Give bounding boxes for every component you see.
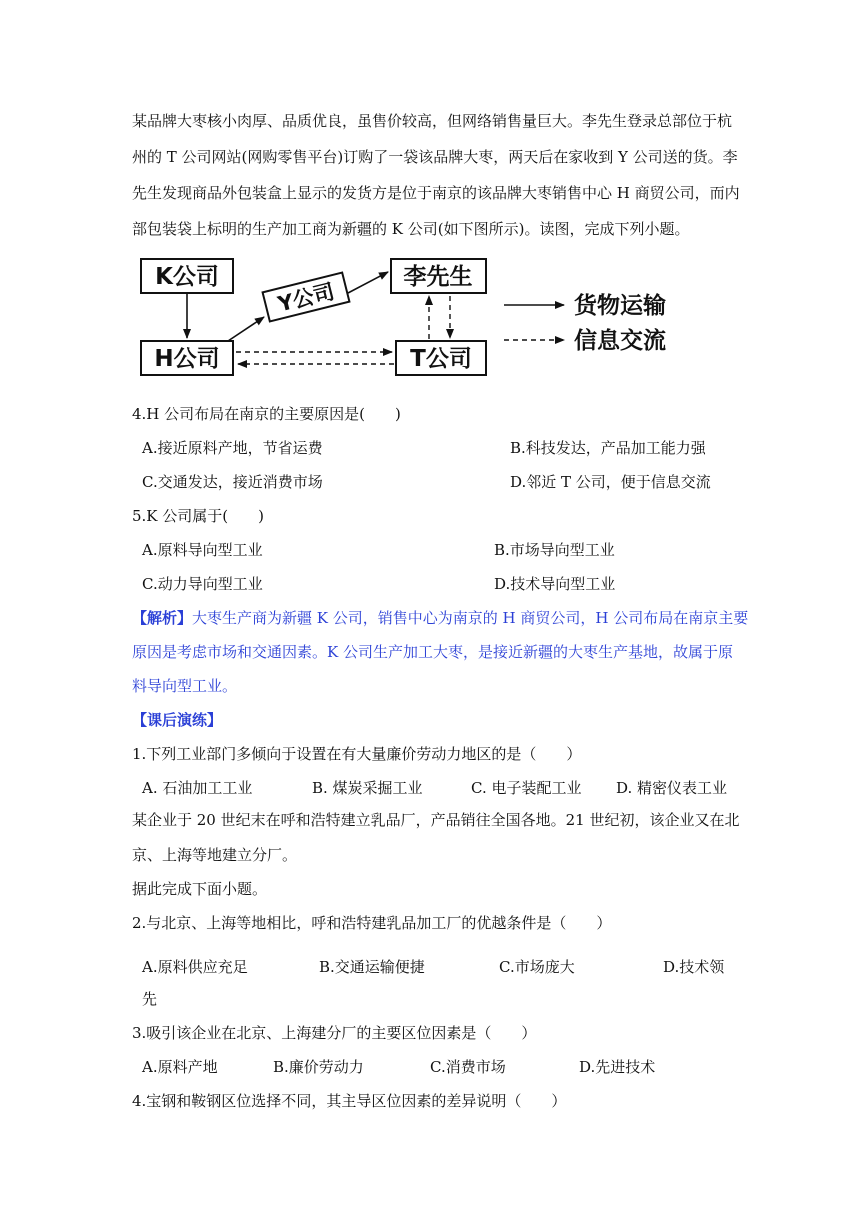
practice-q3-option-d: D.先进技术 [579, 1058, 656, 1076]
practice-q1-option-c: C. 电子装配工业 [471, 779, 582, 797]
practice-q2-option-a: A.原料供应充足 [142, 958, 248, 976]
practice-q3-option-a: A.原料产地 [142, 1058, 218, 1076]
k-company-label: K公司 [155, 264, 219, 290]
material-line-1: 某企业于 20 世纪末在呼和浩特建立乳品厂，产品销往全国各地。21 世纪初，该企业又在北 [132, 811, 740, 829]
q5-option-c: C.动力导向型工业 [142, 575, 263, 593]
practice-q3-option-b: B.廉价劳动力 [273, 1058, 364, 1076]
legend-goods-label: 货物运输 [574, 293, 666, 319]
analysis-line-2: 原因是考虑市场和交通因素。K 公司生产加工大枣，是接近新疆的大枣生产基地，故属于原 [132, 643, 733, 661]
practice-q1-stem: 1.下列工业部门多倾向于设置在有大量廉价劳动力地区的是（ ） [132, 745, 582, 763]
intro-line-2: 州的 T 公司网站(网购零售平台)订购了一袋该品牌大枣，两天后在家收到 Y 公司送的货。李 [132, 148, 738, 166]
practice-heading: 【课后演练】 [132, 711, 223, 729]
material-line-2: 京、上海等地建立分厂。 [132, 846, 298, 864]
practice-q4-stem: 4.宝钢和鞍钢区位选择不同，其主导区位因素的差异说明（ ） [132, 1092, 567, 1110]
q5-stem: 5.K 公司属于( ) [132, 507, 264, 525]
q4-option-d: D.邻近 T 公司，便于信息交流 [510, 473, 711, 491]
arrow-h-to-y [228, 317, 264, 341]
practice-q1-option-a: A. 石油加工工业 [142, 779, 253, 797]
practice-q2-stem: 2.与北京、上海等地相比，呼和浩特建乳品加工厂的优越条件是（ ） [132, 914, 612, 932]
analysis-text-1: 大枣生产商为新疆 K 公司，销售中心为南京的 H 商贸公司，H 公司布局在南京主要 [192, 609, 749, 627]
q4-option-a: A.接近原料产地，节省运费 [142, 439, 323, 457]
arrow-y-to-li [348, 272, 388, 293]
material-line-3: 据此完成下面小题。 [132, 880, 268, 898]
practice-q1-option-d: D. 精密仪表工业 [616, 779, 728, 797]
practice-q3-stem: 3.吸引该企业在北京、上海建分厂的主要区位因素是（ ） [132, 1024, 537, 1042]
practice-q2-option-b: B.交通运输便捷 [319, 958, 425, 976]
q4-stem: 4.H 公司布局在南京的主要原因是( ) [132, 405, 401, 423]
practice-q2-option-d-wrap: 先 [142, 990, 158, 1008]
practice-q2-option-d: D.技术领 [663, 958, 725, 976]
practice-q3-option-c: C.消费市场 [430, 1058, 506, 1076]
y-company-label: Y公司 [275, 279, 337, 317]
q5-option-b: B.市场导向型工业 [494, 541, 615, 559]
t-company-label: T公司 [410, 346, 472, 372]
analysis-line-3: 料导向型工业。 [132, 677, 238, 695]
intro-line-1: 某品牌大枣核小肉厚、品质优良，虽售价较高，但网络销售量巨大。李先生登录总部位于杭 [132, 112, 733, 130]
intro-line-4: 部包装袋上标明的生产加工商为新疆的 K 公司(如下图所示)。读图，完成下列小题。 [132, 220, 690, 238]
intro-line-3: 先生发现商品外包装盒上显示的发货方是位于南京的该品牌大枣销售中心 H 商贸公司，而内 [132, 184, 740, 202]
supply-chain-diagram [130, 250, 690, 378]
q4-option-c: C.交通发达，接近消费市场 [142, 473, 323, 491]
q4-option-b: B.科技发达，产品加工能力强 [510, 439, 706, 457]
legend-info-label: 信息交流 [574, 328, 666, 354]
h-company-label: H公司 [154, 346, 220, 372]
practice-q2-option-c: C.市场庞大 [499, 958, 575, 976]
analysis-line-1 [132, 608, 748, 628]
li-xiansheng-label: 李先生 [403, 264, 473, 290]
q5-option-d: D.技术导向型工业 [494, 575, 616, 593]
q5-option-a: A.原料导向型工业 [142, 541, 263, 559]
analysis-tag: 【解析】 [132, 609, 193, 627]
practice-q1-option-b: B. 煤炭采掘工业 [312, 779, 423, 797]
